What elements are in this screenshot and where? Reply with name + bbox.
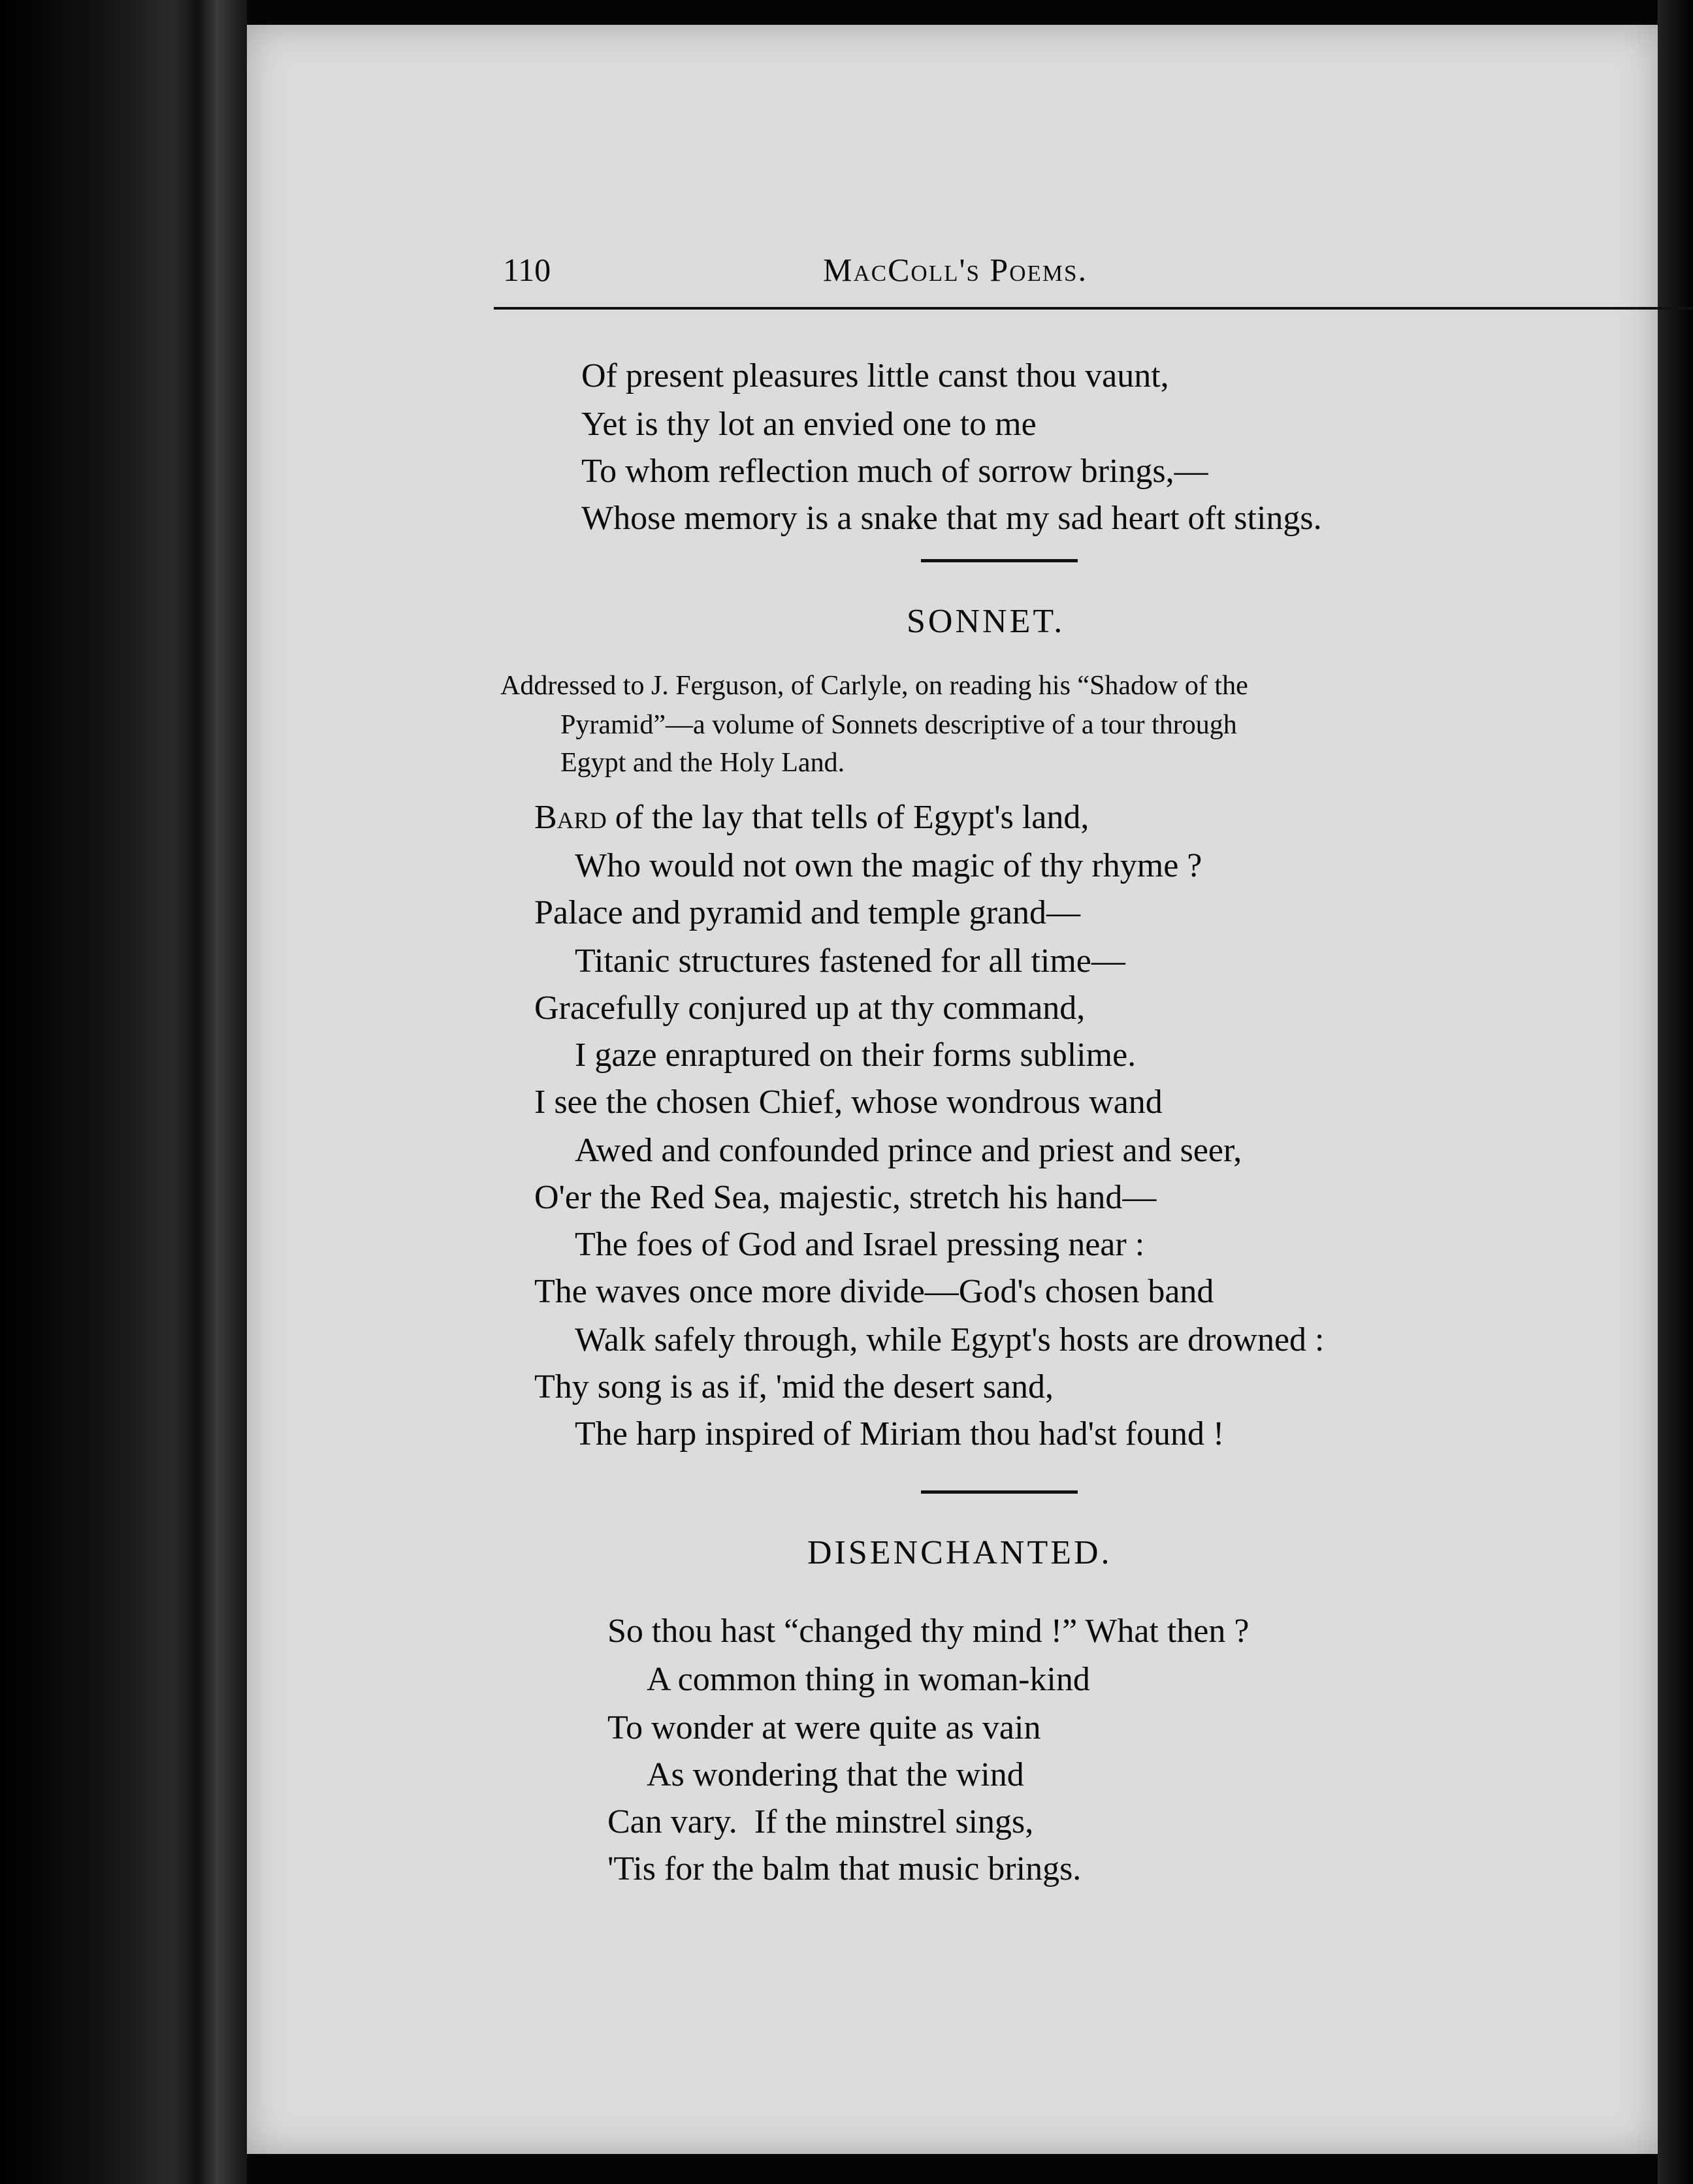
verse-line: Whose memory is a snake that my sad heart oft stings. xyxy=(581,500,1322,537)
verse-line: To wonder at were quite as vain xyxy=(607,1709,1041,1746)
note-line: Egypt and the Holy Land. xyxy=(560,748,845,778)
verse-line: To whom reflection much of sorrow brings,— xyxy=(581,453,1208,490)
verse-line xyxy=(534,798,1089,837)
section-divider xyxy=(921,559,1078,562)
header-rule xyxy=(494,307,1693,310)
verse-line: O'er the Red Sea, majestic, stretch his hand— xyxy=(534,1179,1157,1216)
verse-line: Gracefully conjured up at thy command, xyxy=(534,989,1086,1027)
verse-line: Can vary. If the minstrel sings, xyxy=(607,1803,1034,1840)
verse-line: Titanic structures fastened for all time— xyxy=(575,942,1125,980)
verse-line-rest: of the lay that tells of Egypt's land, xyxy=(606,799,1089,836)
verse-line: The waves once more divide—God's chosen band xyxy=(534,1273,1214,1310)
verse-line: The foes of God and Israel pressing near : xyxy=(575,1226,1145,1263)
book-edge-right xyxy=(1658,0,1693,2184)
verse-line: Palace and pyramid and temple grand— xyxy=(534,894,1081,931)
verse-line: 'Tis for the balm that music brings. xyxy=(607,1850,1082,1887)
running-title: MacColl's Poems. xyxy=(823,251,1088,288)
verse-line: So thou hast “changed thy mind !” What then ? xyxy=(607,1613,1250,1650)
page-number: 110 xyxy=(503,251,551,288)
verse-line: Of present pleasures little canst thou vaunt, xyxy=(581,357,1169,394)
note-line: Pyramid”—a volume of Sonnets descriptive of a tour through xyxy=(560,710,1237,740)
verse-line: I gaze enraptured on their forms sublime. xyxy=(575,1036,1137,1074)
section-divider xyxy=(921,1490,1078,1494)
verse-line: Thy song is as if, 'mid the desert sand, xyxy=(534,1368,1054,1405)
sonnet-title: SONNET. xyxy=(907,603,1065,640)
disenchanted-title: DISENCHANTED. xyxy=(807,1534,1112,1571)
note-line: Addressed to J. Ferguson, of Carlyle, on reading his “Shadow of the xyxy=(500,671,1248,701)
verse-line: Who would not own the magic of thy rhyme ? xyxy=(575,847,1202,884)
verse-line: Yet is thy lot an envied one to me xyxy=(581,406,1037,443)
verse-line: The harp inspired of Miriam thou had'st found ! xyxy=(575,1415,1225,1453)
verse-line: Walk safely through, while Egypt's hosts are drowned : xyxy=(575,1321,1325,1358)
book-edge-left xyxy=(0,0,247,2184)
verse-line: Awed and confounded prince and priest and seer, xyxy=(575,1132,1242,1169)
drop-word: Bard xyxy=(534,799,607,836)
verse-line: I see the chosen Chief, whose wondrous wand xyxy=(534,1084,1163,1121)
book-page xyxy=(247,25,1658,2154)
verse-line: As wondering that the wind xyxy=(647,1756,1024,1793)
verse-line: A common thing in woman-kind xyxy=(647,1661,1090,1698)
